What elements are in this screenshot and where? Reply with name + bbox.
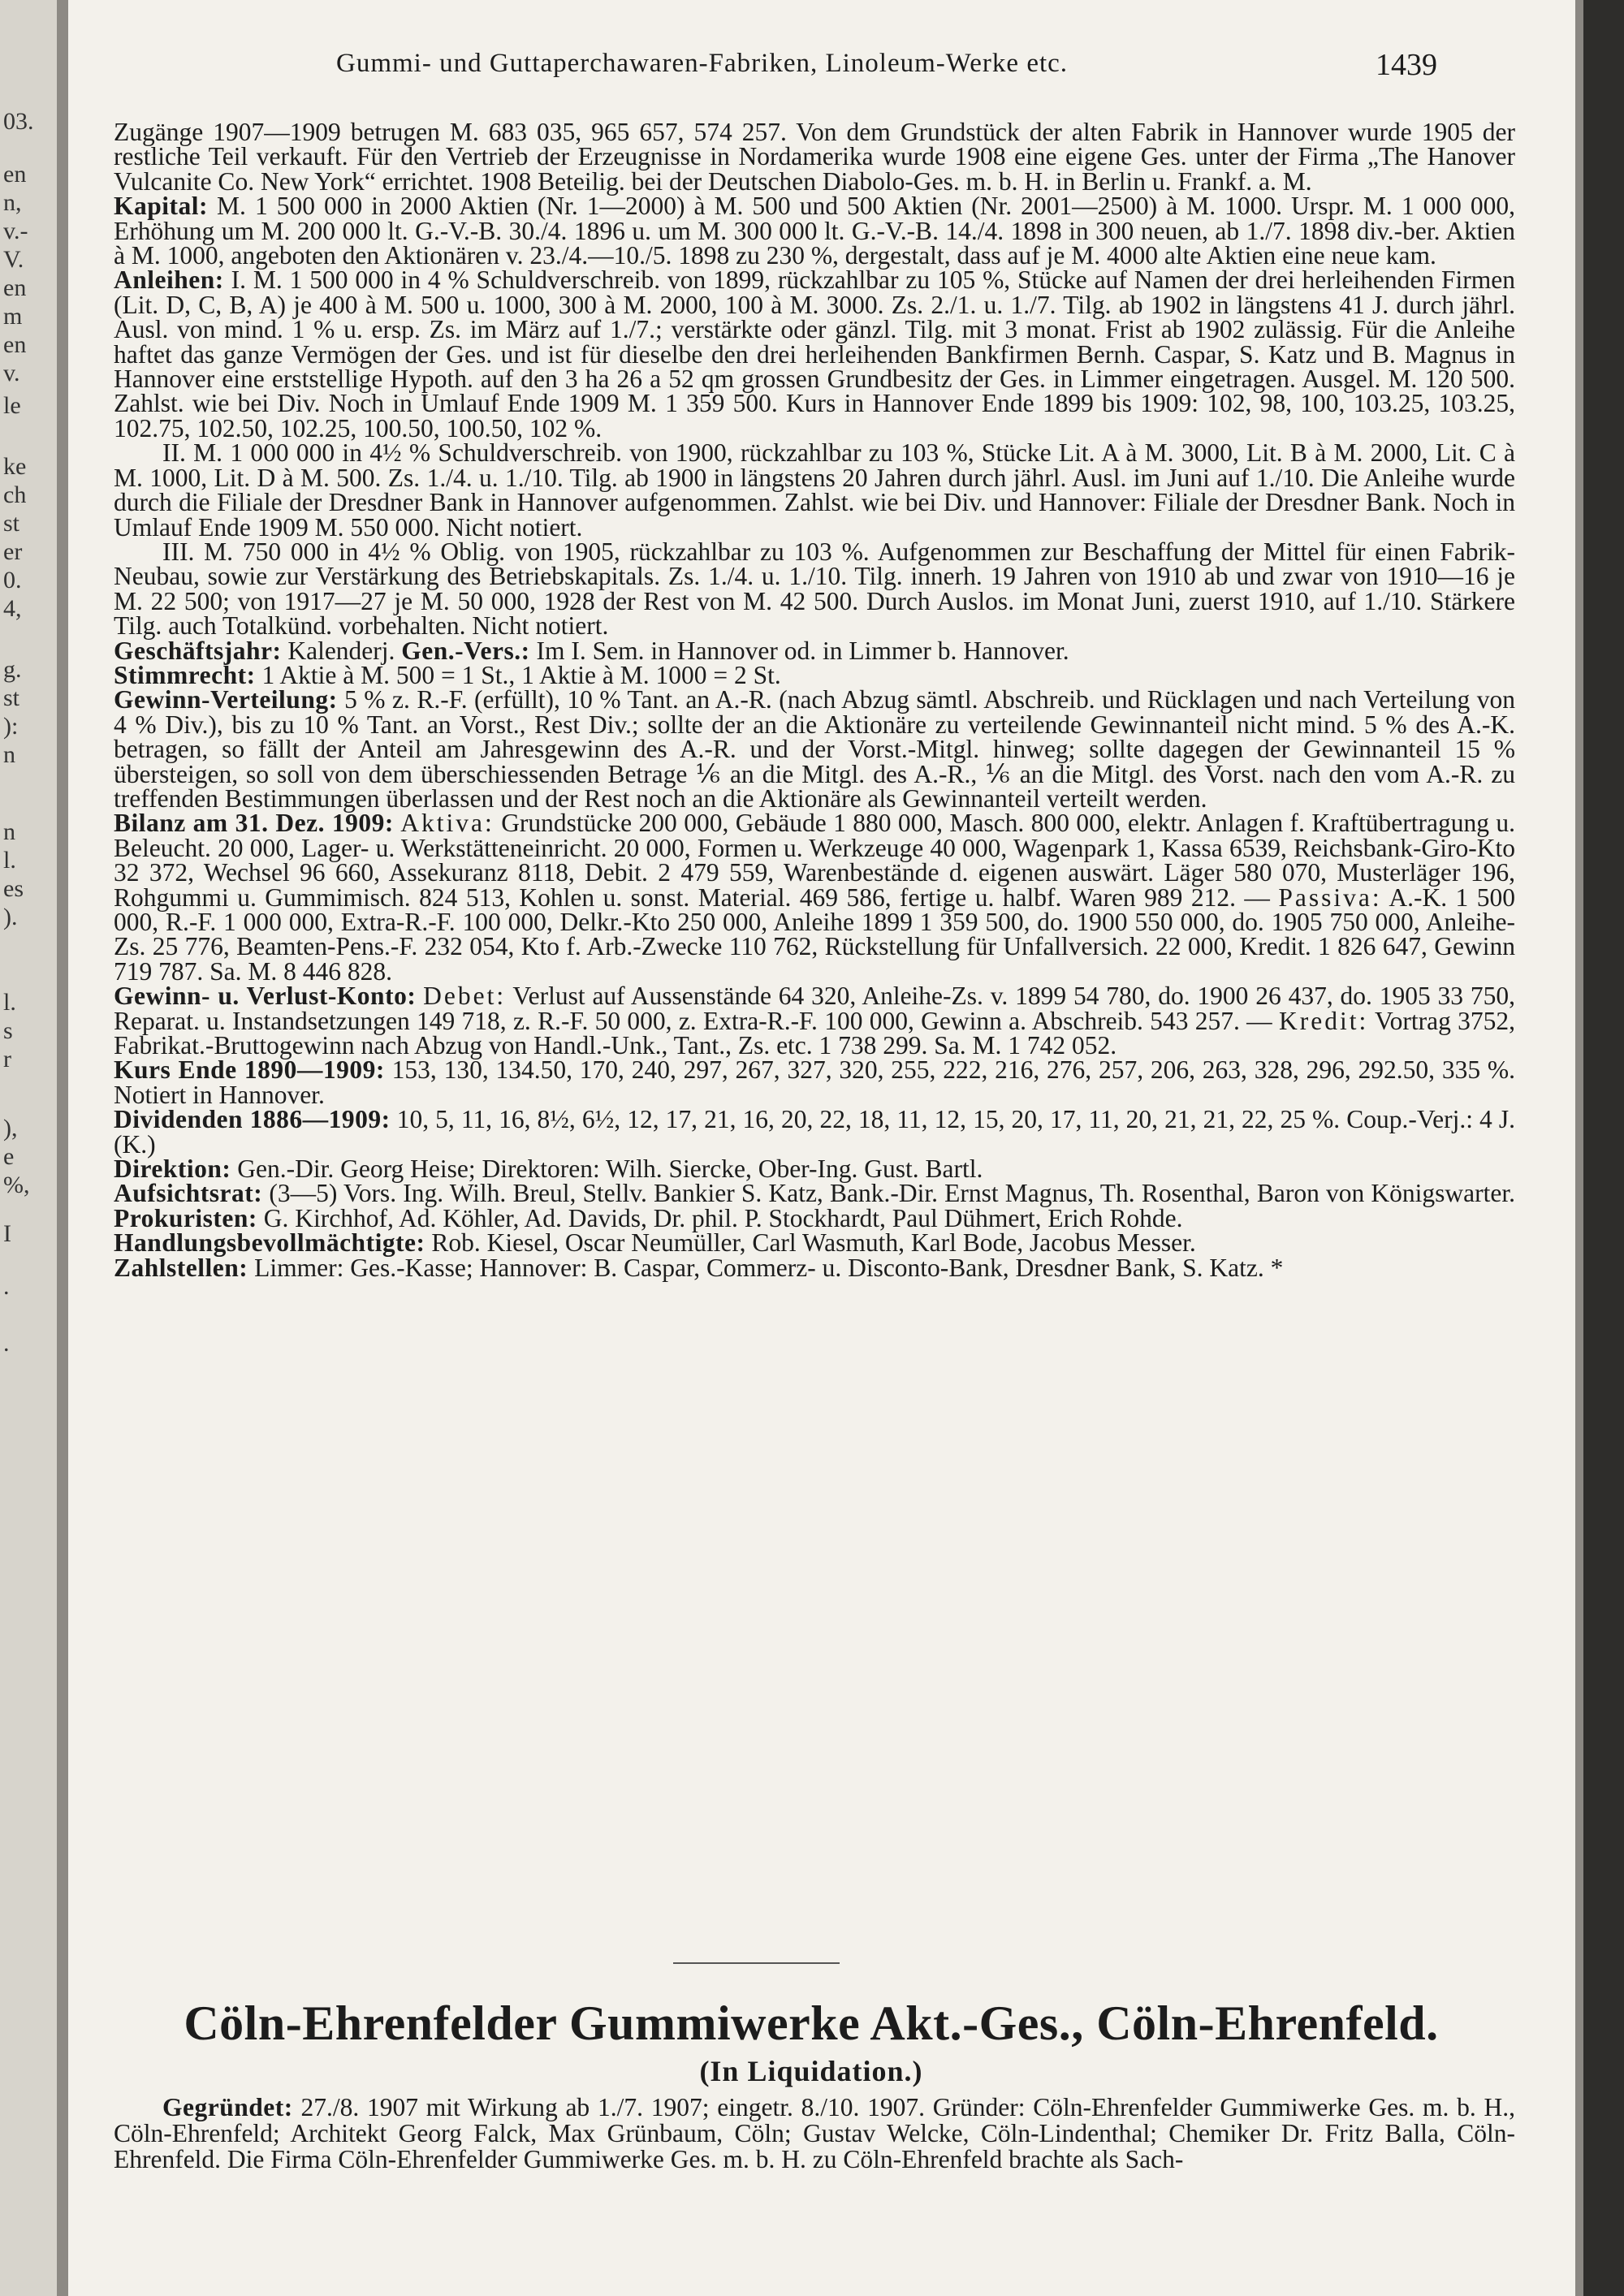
section-label: Kurs Ende 1890—1909:	[114, 1055, 385, 1085]
section-text: Grundstücke 200 000, Gebäude 1 880 000, Masch. 800 000, elektr. Anlagen f. Kraftübertragung u. Beleucht. 20 000, Lager- u. Werkstätteneinricht. 20 000, Formen u. Werkzeuge 40 000, Wagenpark 1, Kassa 6539, Reichsbank-Giro-Kto 32 372, Wechsel 96 660, Assekuranz 8118, Debit. 2 479 559, Warenbestände d. eigenen auswärt. Läger 580 070, Musterläger 196, Rohgummi u. Gummimisch. 824 513, Kohlen u. sonst. Material. 469 586, fertige u. halbf. Waren 989 212. —	[114, 809, 1516, 912]
company-entry-body	[114, 120, 1515, 1280]
section-label: Dividenden 1886—1909:	[114, 1105, 391, 1134]
entry-paragraph	[114, 984, 1515, 1058]
margin-fragment: er	[3, 538, 23, 565]
entry-paragraph	[114, 1181, 1515, 1231]
subsection-label: Passiva:	[1278, 883, 1382, 912]
margin-fragment: .	[3, 1273, 10, 1300]
section-label: Bilanz am 31. Dez. 1909:	[114, 809, 394, 838]
margin-fragment: st	[3, 510, 20, 537]
entry-paragraph	[114, 120, 1515, 194]
section-text: (3—5) Vors. Ing. Wilh. Breul, Stellv. Bankier S. Katz, Bank.-Dir. Ernst Magnus, Th. Rosenthal, Baron von Königswarter.	[269, 1179, 1516, 1208]
section-text: Zugänge 1907—1909 betrugen M. 683 035, 965 657, 574 257. Von dem Grundstück der alten Fabrik in Hannover wurde 1905 der restliche Teil verkauft. Für den Vertrieb der Erzeugnisse in Nordamerika wurde 1908 eine eigene Ges. unter der Firma „The Hanover Vulcanite Co. New York“ errichtet. 1908 Beteilig. bei der Deutschen Diabolo-Ges. m. b. H. in Berlin u. Frankf. a. M.	[114, 118, 1515, 196]
margin-fragment: m	[3, 303, 23, 330]
entry-paragraph	[114, 1253, 1515, 1282]
document-page	[68, 0, 1575, 2296]
margin-fragment: 4,	[3, 595, 22, 622]
section-text: Im I. Sem. in Hannover od. in Limmer b. Hannover.	[536, 636, 1069, 665]
section-text: 10, 5, 11, 16, 8½, 6½, 12, 17, 21, 16, 20, 22, 18, 11, 12, 15, 20, 17, 11, 20, 21, 21, 22, 25 %. Coup.-Verj.: 4 J. (K.)	[114, 1105, 1515, 1159]
section-divider	[673, 1962, 840, 1964]
entry-paragraph	[114, 685, 1516, 813]
margin-fragment: r	[3, 1046, 11, 1072]
margin-fragment: n,	[3, 189, 22, 216]
adjacent-page-strip	[0, 0, 68, 2296]
entry-paragraph	[114, 1228, 1515, 1258]
margin-fragment: ).	[3, 904, 18, 930]
gegruendet-text: 27./8. 1907 mit Wirkung ab 1./7. 1907; eingetr. 8./10. 1907. Gründer: Cöln-Ehrenfelder Gummiwerke Ges. m. b. H., Cöln-Ehrenfeld; Architekt Georg Falck, Max Grünbaum, Cöln; Gustav Welcke, Cöln-Lindenthal; Chemiker Dr. Fritz Balla, Cöln-Ehrenfeld. Die Firma Cöln-Ehrenfelder Gummiwerke Ges. m. b. H. zu Cöln-Ehrenfeld brachte als Sach-	[114, 2093, 1515, 2173]
gegruendet-paragraph	[114, 2095, 1515, 2173]
section-text: 1 Aktie à M. 500 = 1 St., 1 Aktie à M. 1000 = 2 St.	[261, 660, 781, 689]
section-label: Gewinn-Verteilung:	[114, 685, 338, 714]
section-label: Direktion:	[114, 1154, 231, 1184]
margin-fragment: %,	[3, 1172, 30, 1198]
section-text: Vortrag 3752, Fabrikat.-Bruttogewinn nach Abzug von Handl.-Unk., Tant., Zs. etc. 1 738 299. Sa. M. 1 742 052.	[114, 1006, 1516, 1060]
margin-fragment: g.	[3, 656, 22, 683]
section-text: Gen.-Dir. Georg Heise; Direktoren: Wilh. Siercke, Ober-Ing. Gust. Bartl.	[237, 1154, 983, 1184]
entry-paragraph	[114, 636, 1515, 665]
section-label: Gewinn- u. Verlust-Konto:	[114, 982, 417, 1011]
margin-fragment: l.	[3, 989, 16, 1016]
section-text: 153, 130, 134.50, 170, 240, 297, 267, 327, 320, 255, 222, 216, 276, 257, 206, 263, 328, 296, 292.50, 335 %. Notiert in Hannover.	[114, 1055, 1516, 1109]
entry-paragraph	[114, 438, 1515, 542]
section-text: G. Kirchhof, Ad. Köhler, Ad. Davids, Dr. phil. P. Stockhardt, Paul Dühmert, Erich Rohde.	[263, 1203, 1183, 1232]
margin-fragment: ),	[3, 1115, 18, 1142]
margin-fragment: ch	[3, 481, 27, 508]
entry-paragraph	[114, 537, 1515, 641]
margin-fragment: st	[3, 684, 20, 711]
section-text: M. 1 500 000 in 2000 Aktien (Nr. 1—2000) à M. 500 und 500 Aktien (Nr. 2001—2500) à M. 1000. Urspr. M. 1 000 000, Erhöhung um M. 200 000 lt. G.-V.-B. 30./4. 1896 u. um M. 300 000 lt. G.-V.-B. 14./4. 1898 in 300 neuen, ab 1./7. 1898 div.-ber. Aktien à M. 1000, angeboten den Aktionären v. 23./4.—10./5. 1898 zu 230 %, dergestalt, dass auf je M. 4000 alte Aktien eine neue kam.	[114, 192, 1515, 270]
entry-paragraph	[114, 265, 1516, 442]
entry-paragraph	[114, 811, 1515, 984]
margin-fragment: e	[3, 1143, 15, 1170]
section-text: Limmer: Ges.-Kasse; Hannover: B. Caspar, Commerz- u. Disconto-Bank, Dresdner Bank, S. Katz. *	[254, 1253, 1284, 1282]
margin-fragment: ):	[3, 713, 19, 740]
running-header: Gummi- und Guttaperchawaren-Fabriken, Linoleum-Werke etc.	[336, 49, 1069, 78]
section-text: Verlust auf Aussenstände 64 320, Anleihe-Zs. v. 1899 54 780, do. 1900 26 437, do. 1905 33 750, Reparat. u. Instandsetzungen 149 718, z. R.-F. 50 000, z. Extra-R.-F. 100 000, Gewinn a. Abschreib. 543 257. —	[114, 982, 1515, 1035]
section-label: Kapital:	[114, 192, 209, 221]
section-label: Handlungsbevollmächtigte:	[114, 1228, 425, 1258]
margin-fragment: en	[3, 161, 27, 188]
section-label: Zahlstellen:	[114, 1253, 248, 1282]
section-text: III. M. 750 000 in 4½ % Oblig. von 1905, rückzahlbar zu 103 %. Aufgenommen zur Beschaffung der Mittel für einen Fabrik-Neubau, sowie zur Verstärkung des Betriebskapitals. Zs. 1./4. u. 1./10. Tilg. innerh. 19 Jahren von 1910 ab und zwar von 1910—16 je M. 22 500; von 1917—27 je M. 50 000, 1928 der Rest von M. 42 500. Durch Auslos. im Monat Juni, zuerst 1910, auf 1./10. Stärkere Tilg. auch Totalkünd. vorbehalten. Nicht notiert.	[114, 537, 1515, 641]
margin-fragment: v.	[3, 360, 20, 386]
entry-paragraph	[114, 1055, 1516, 1109]
section-text: 5 % z. R.-F. (erfüllt), 10 % Tant. an A.-R. (nach Abzug sämtl. Abschreib. und Rücklagen und nach Verteilung von 4 % Div.), bis zu 10 % Tant. an Vorst., Rest Div.; sollte der an die Aktionäre zu verteilende Gewinnanteil nicht mind. 5 % des A.-K. betragen, so fällt der Anteil am Jahresgewinn des A.-R. und der Vorst.-Mitgl. hinweg; sollte dagegen der Gewinnanteil 15 % übersteigen, so soll von dem überschiessenden Betrage ⅙ an die Mitgl. des A.-R., ⅙ an die Mitgl. des Vorst. nach den vom A.-R. zu treffenden Bestimmungen überlassen und der Rest noch an die Aktionäre als Gewinnanteil verteilt werden.	[114, 685, 1516, 813]
book-edge-shadow	[1575, 0, 1624, 2296]
page-number: 1439	[1376, 48, 1437, 82]
section-text: Kalenderj.	[287, 636, 395, 665]
margin-fragment: le	[3, 392, 21, 419]
next-company-body	[114, 2095, 1515, 2173]
entry-paragraph	[114, 1107, 1515, 1157]
margin-fragment: l.	[3, 847, 16, 874]
margin-fragment: es	[3, 875, 24, 902]
entry-paragraph	[114, 1154, 1515, 1184]
margin-fragment: n	[3, 818, 15, 845]
company-subheading: (In Liquidation.)	[699, 2055, 923, 2087]
gegruendet-label: Gegründet:	[162, 2093, 293, 2121]
margin-fragment: en	[3, 274, 27, 301]
margin-fragment: n	[3, 741, 15, 768]
margin-fragment: v.-	[3, 218, 28, 244]
margin-fragment: s	[3, 1017, 13, 1044]
entry-paragraph	[114, 660, 1515, 689]
entry-paragraph	[114, 194, 1515, 268]
margin-fragment: V.	[3, 246, 24, 273]
section-text: I. M. 1 500 000 in 4 % Schuldverschreib. von 1899, rückzahlbar zu 105 %, Stücke auf Namen der drei herleihenden Firmen (Lit. D, C, B, A) je 400 à M. 500 u. 1000, 300 à M. 2000, 100 à M. 3000. Zs. 2./1. u. 1./7. Tilg. ab 1902 in längstens 41 J. durch jährl. Ausl. von mind. 1 % u. ersp. Zs. im März auf 1./7.; verstärkte oder gänzl. Tilg. mit 3 monat. Frist ab 1902 zulässig. Für die Anleihe haftet das ganze Vermögen der Ges. und ist für dieselbe den drei herleihenden Bankfirmen Bernh. Caspar, S. Katz und B. Magnus in Hannover eine erststellige Hypoth. auf den 3 ha 26 a 52 qm grossen Grundbesitz der Ges. in Limmer eingetragen. Ausgel. M. 120 500. Zahlst. wie bei Div. Noch in Umlauf Ende 1909 M. 1 359 500. Kurs in Hannover Ende 1899 bis 1909: 102, 98, 100, 103.25, 103.25, 102.75, 102.50, 102.25, 100.50, 100.50, 102 %.	[114, 265, 1516, 442]
book-edge-highlight	[1575, 0, 1583, 2296]
section-label: Stimmrecht:	[114, 660, 256, 689]
subsection-label: Kredit:	[1278, 1006, 1369, 1035]
section-text: II. M. 1 000 000 in 4½ % Schuldverschreib. von 1900, rückzahlbar zu 103 %, Stücke Lit. A à M. 3000, Lit. B à M. 2000, Lit. C à M. 1000, Lit. D à M. 500. Zs. 1./4. u. 1./10. Tilg. ab 1900 in längstens 20 Jahren durch jährl. Ausl. im Juni auf 1./10. Die Anleihe wurde durch die Filiale der Dresdner Bank in Hannover aufgenommen. Zahlst. wie bei Div. und Hannover: Filiale der Dresdner Bank. Noch in Umlauf Ende 1909 M. 550 000. Nicht notiert.	[114, 438, 1515, 542]
margin-fragment: ke	[3, 453, 27, 480]
margin-fragment: en	[3, 331, 27, 358]
margin-fragment: 03.	[3, 108, 34, 135]
section-text: A.-K. 1 500 000, R.-F. 1 000 000, Extra-R.-F. 100 000, Delkr.-Kto 250 000, Anleihe 1899 1 359 500, do. 1900 550 000, do. 1905 750 000, Anleihe-Zs. 25 776, Beamten-Pens.-F. 232 054, Kto f. Arb.-Zwecke 110 762, Rückstellung für Unfallversich. 22 000, Kredit. 1 826 647, Gewinn 719 787. Sa. M. 8 446 828.	[114, 883, 1516, 986]
section-text: Rob. Kiesel, Oscar Neumüller, Carl Wasmuth, Karl Bode, Jacobus Messer.	[431, 1228, 1196, 1258]
margin-fragment: 0.	[3, 567, 22, 593]
subsection-label: Aktiva:	[400, 809, 495, 838]
subsection-label: Debet:	[423, 982, 507, 1011]
page-gutter-shadow	[57, 0, 68, 2296]
section-label: Prokuristen:	[114, 1203, 257, 1232]
section-label: Anleihen:	[114, 265, 224, 295]
section-label: Geschäftsjahr:	[114, 636, 282, 665]
company-heading: Cöln-Ehrenfelder Gummiwerke Akt.-Ges., Cöln-Ehrenfeld.	[184, 1996, 1439, 2050]
margin-fragment: .	[3, 1330, 10, 1357]
margin-fragment: I	[3, 1220, 11, 1247]
section-label: Gen.-Vers.:	[401, 636, 530, 665]
section-label: Aufsichtsrat:	[114, 1179, 263, 1208]
